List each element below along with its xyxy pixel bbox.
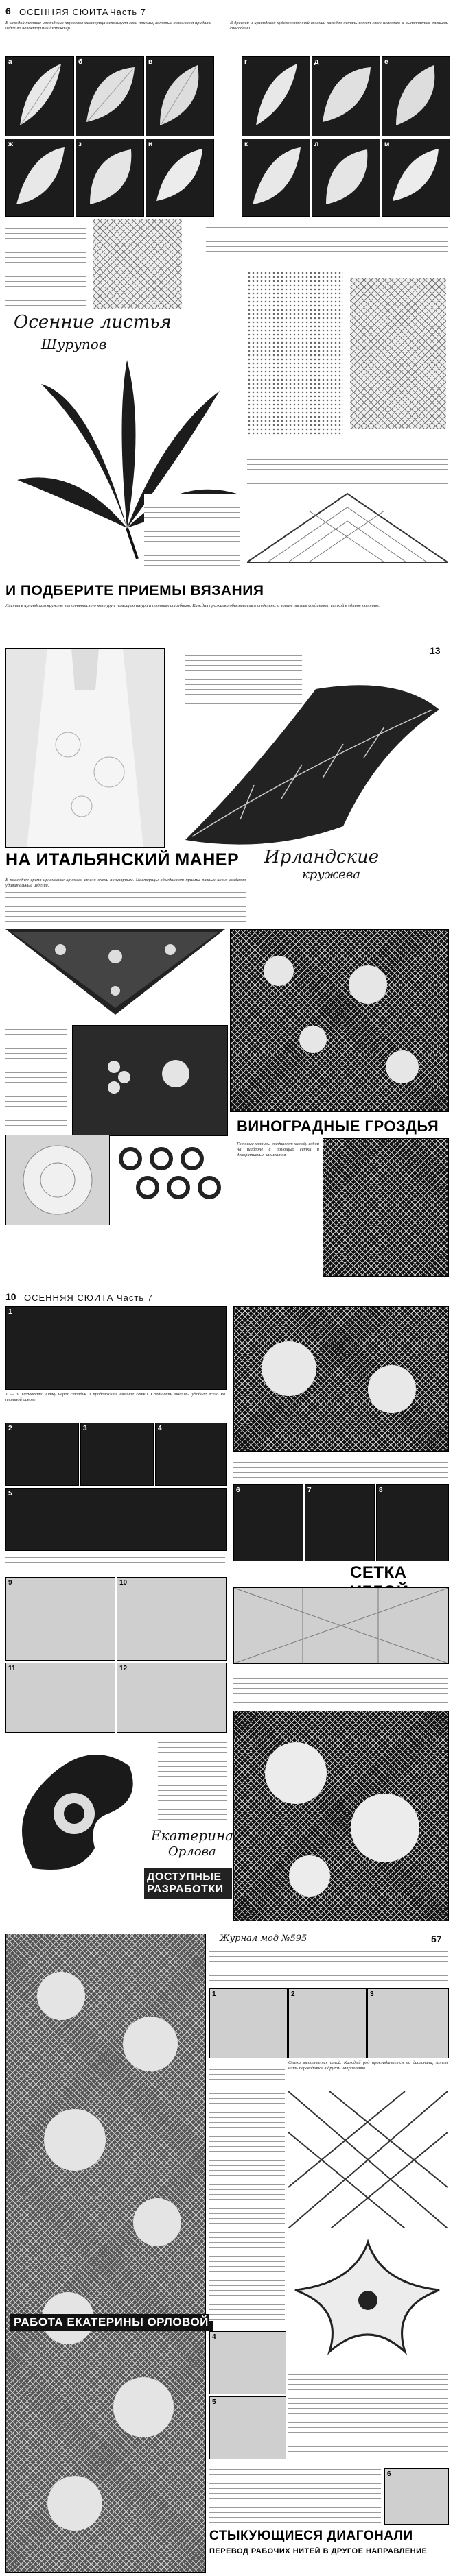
process-photo [233, 1484, 303, 1561]
section-headline-2: ВИНОГРАДНЫЕ ГРОЗДЬЯ [237, 1118, 439, 1135]
photo-number: 10 [119, 1579, 128, 1587]
magazine-title: Журнал мод №595 [220, 1934, 307, 1944]
body-text: 1 — 3. Перевести нитку через столбик и продолжить вязание сетки. Соединять мотивы удобнее всего на плотной основе. [5, 1392, 225, 1402]
star-leaf-illustration [288, 2235, 448, 2359]
photo-number: 1 [212, 1990, 216, 1998]
process-photo [376, 1484, 449, 1561]
section-headline: СТЫКУЮЩИЕСЯ ДИАГОНАЛИ [209, 2529, 413, 2543]
page-spread-2 [0, 641, 453, 1286]
photo-letter: м [384, 141, 390, 148]
paisley-lace-illustration [5, 1738, 156, 1875]
body-text-column [5, 219, 86, 309]
section-headline: СЕТКА [350, 1563, 407, 1582]
leaf-photo [242, 56, 310, 136]
process-photo [80, 1423, 154, 1486]
leaf-photo [242, 139, 310, 217]
page-number: 13 [430, 645, 441, 656]
page-spread-4 [0, 1927, 453, 2576]
photo-number: 8 [379, 1486, 383, 1494]
diagonal-mesh-diagram [288, 2091, 448, 2228]
lace-leaf-illustration [93, 219, 182, 309]
photo-number: 9 [8, 1579, 12, 1587]
section-headline: И ПОДБЕРИТЕ ПРИЕМЫ ВЯЗАНИЯ [5, 583, 264, 599]
process-photo [209, 2331, 286, 2394]
leaf-photo [146, 56, 214, 136]
body-text-column [288, 2366, 448, 2455]
leaf-photo [312, 139, 380, 217]
photo-number: 2 [8, 1425, 12, 1432]
process-photo [305, 1484, 375, 1561]
page-spread-3 [0, 1286, 453, 1927]
grape-cluster-photo [72, 1025, 228, 1136]
lace-work-photo [5, 1934, 206, 2573]
lace-flower-photo [233, 1306, 449, 1452]
leaf-photo [76, 56, 144, 136]
ring-motifs-photo [113, 1138, 230, 1207]
process-photo [5, 1577, 115, 1661]
script-subtitle: кружева [302, 867, 361, 882]
crochet-diagram-panel [247, 271, 448, 439]
leaf-photo [76, 139, 144, 217]
process-photo [384, 2468, 449, 2525]
part-label: Часть 7 [117, 1292, 153, 1303]
lace-flower-photo [233, 1711, 449, 1921]
body-text: Сетка выполняется иглой. Каждый ряд прокладывается по диагонали, затем нить переводится в другом направлении. [288, 2060, 448, 2071]
body-text-column [209, 2060, 285, 2321]
side-text: Готовые мотивы соединяют между собой на шаблоне с помощью сетки и декоративных элементов. [237, 1142, 319, 1157]
process-photo [5, 1306, 226, 1390]
process-photo [209, 1988, 288, 2058]
lace-detail-photo [323, 1138, 449, 1277]
script-title: Осенние листья [14, 312, 172, 333]
body-text: В последнее время ирландское кружево стало очень популярным. Мастерицы объединяют приемы разных школ, создавая удивительные изделия. [5, 878, 246, 888]
process-photo [288, 1988, 367, 2058]
process-photo [155, 1423, 226, 1486]
photo-number: 4 [158, 1425, 162, 1432]
body-text-column [158, 1738, 226, 1820]
photo-number: 12 [119, 1665, 128, 1672]
body-text-column [206, 223, 448, 264]
body-text-column [209, 2465, 381, 2523]
leaf-photo [5, 56, 74, 136]
script-title: Ирландские [264, 847, 380, 867]
photo-number: 5 [212, 2398, 216, 2406]
section-title: ОСЕННЯЯ СЮИТА [24, 1292, 114, 1303]
body-text-column [247, 446, 448, 487]
intro-text-right: В древней и ирландской художественной вязании каждая деталь имеет свою историю и выполняется разными способами. [230, 21, 448, 31]
process-photo [5, 1663, 115, 1733]
process-photo [117, 1663, 226, 1733]
photo-number: 7 [307, 1486, 312, 1494]
part-label: Часть 7 [110, 7, 146, 17]
body-text-column [5, 888, 246, 922]
photo-number: 6 [387, 2470, 391, 2478]
page-spread-1 [0, 0, 453, 641]
section-headline: НА ИТАЛЬЯНСКИЙ МАНЕР [5, 850, 240, 869]
photo-letter: д [314, 58, 319, 66]
needle-mesh-photo [233, 1587, 449, 1664]
page-number: 57 [431, 1934, 442, 1945]
photo-letter: л [314, 141, 319, 148]
photo-number: 3 [370, 1990, 374, 1998]
triangle-mesh-diagram [247, 490, 448, 566]
body-text-column [144, 494, 240, 576]
process-photo [5, 1488, 226, 1551]
photo-number: 1 [8, 1308, 12, 1316]
body-text-column [5, 1553, 225, 1574]
photo-number: 4 [212, 2333, 216, 2341]
photo-letter: г [244, 58, 248, 66]
vertical-caption: РАБОТА ЕКАТЕРИНЫ ОРЛОВОЙ [10, 2314, 213, 2331]
corner-headline: ДОСТУПНЫЕ РАЗРАБОТКИ [144, 1868, 232, 1899]
lace-blouse-photo [5, 648, 165, 848]
body-text-column [233, 1670, 448, 1707]
large-lace-leaf-illustration [172, 669, 446, 854]
body-text-column [233, 1454, 448, 1481]
script-title: Екатерина [151, 1827, 234, 1844]
photo-number: 3 [83, 1425, 87, 1432]
leaf-photo [146, 139, 214, 217]
page-number: 10 [5, 1291, 16, 1302]
process-photo [367, 1988, 449, 2058]
process-photo [117, 1577, 226, 1661]
leaf-photo [5, 139, 74, 217]
script-subtitle: Шурупов [41, 336, 107, 352]
photo-letter: в [148, 58, 153, 66]
photo-number: 5 [8, 1490, 12, 1497]
body-text-column [209, 1947, 448, 1985]
body-text-column [5, 1025, 67, 1128]
section-title: ОСЕННЯЯ СЮИТА [19, 7, 109, 17]
process-photo [209, 2396, 286, 2459]
leaf-photo [312, 56, 380, 136]
photo-letter: е [384, 58, 388, 66]
photo-letter: б [78, 58, 83, 66]
photo-letter: к [244, 141, 248, 148]
leaf-photo [382, 139, 450, 217]
page-number: 6 [5, 5, 11, 16]
grape-lace-photo [230, 929, 449, 1112]
photo-letter: а [8, 58, 12, 66]
process-photo [5, 1423, 79, 1486]
photo-letter: з [78, 141, 82, 148]
photo-number: 11 [8, 1665, 16, 1672]
photo-number: 6 [236, 1486, 240, 1494]
script-subtitle: Орлова [168, 1844, 216, 1859]
section-subheadline: ПЕРЕВОД РАБОЧИХ НИТЕЙ В ДРУГОЕ НАПРАВЛЕНИЕ [209, 2547, 428, 2555]
intro-text-left: В каждой технике ирландских кружевов мастерица использует свои приемы, которые позволяют придать изделию неповторимый характер. [5, 21, 211, 31]
photo-number: 2 [291, 1990, 295, 1998]
lace-shawl-photo [5, 929, 225, 1018]
leaf-photo [382, 56, 450, 136]
photo-letter: и [148, 141, 153, 148]
body-text: Листья в ирландском кружеве выполняются по контуру с помощью шнура и плотных столбиков. Каждая прожилка обвязывается отдельно, а затем листья соединяют сеткой в единое полотно. [5, 603, 380, 608]
doily-photo [5, 1135, 110, 1225]
photo-letter: ж [8, 141, 14, 148]
